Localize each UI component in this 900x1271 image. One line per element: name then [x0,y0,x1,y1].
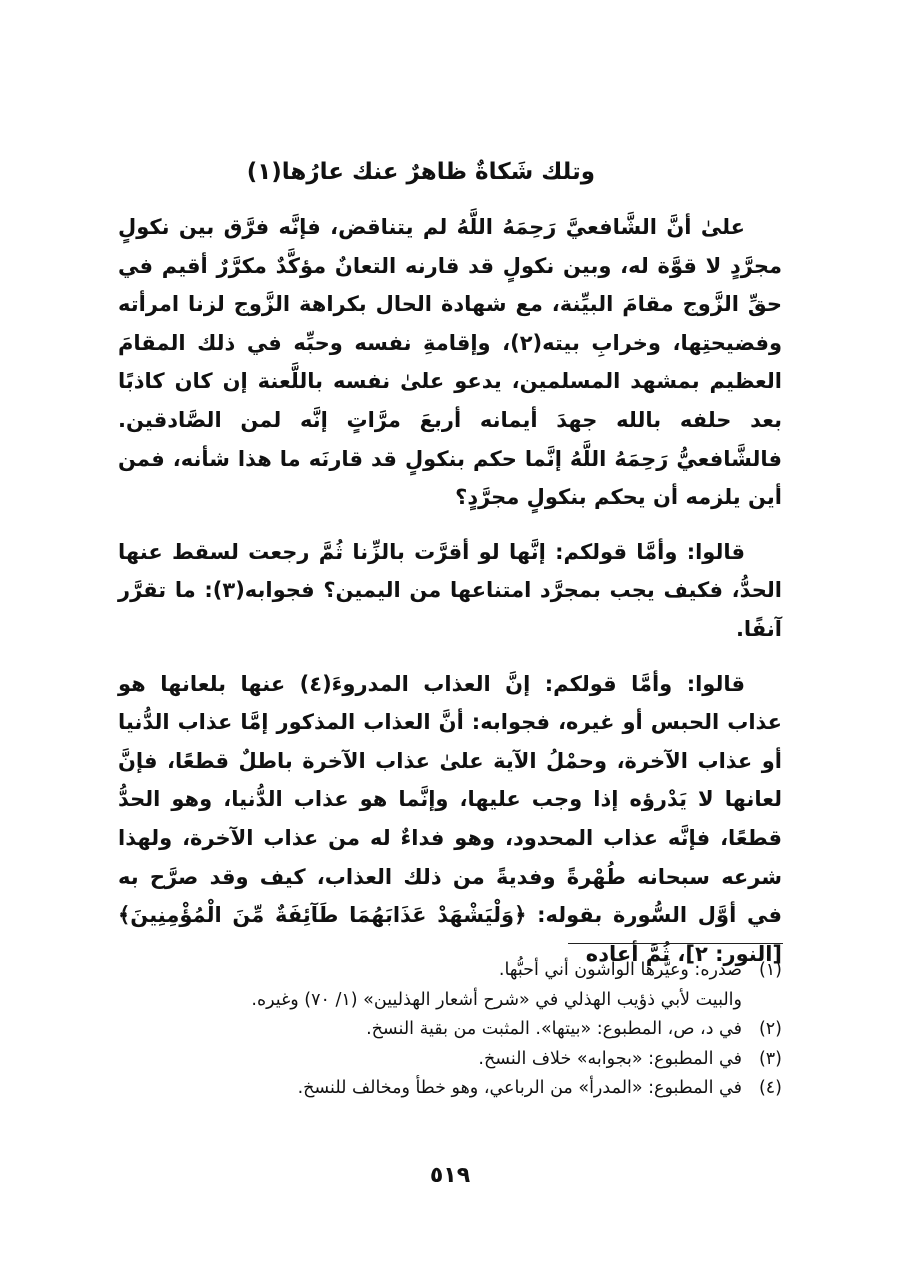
footnote-text: صدره: وعيَّرها الواشون أني أحبُّها. [498,960,742,980]
footnote-item [118,1045,782,1075]
footnote-item [118,1015,782,1045]
paragraph-1: علىٰ أنَّ الشَّافعيَّ رَحِمَهُ اللَّهُ لم يتناقض، فإنَّه فرَّق بين نكولٍ مجرَّدٍ لا قوَّة له، وبين نكولٍ قد قارنه التعانٌ مؤكَّدٌ مكرَّرٌ أقيم في حقِّ الزَّوج مقامَ البيِّنة، مع شهادة الحال بكراهة الزَّوج لزنا امرأته وفضيحتِها، وخرابِ بيته(٢)، وإقامةِ نفسه وحبِّه في ذلك المقامَ العظيم بمشهد المسلمين، يدعو علىٰ نفسه باللَّعنة إن كان كاذبًا بعد حلفه بالله جهدَ أيمانه أربعَ مرَّاتٍ إنَّه لمن الصَّادقين. فالشَّافعيُّ رَحِمَهُ اللَّهُ إنَّما حكم بنكولٍ قد قارنَه ما هذا شأنه، فمن أين يلزمه أن يحكم بنكولٍ مجرَّدٍ؟ [118,215,782,510]
footnote-text: في المطبوع: «بجوابه» خلاف النسخ. [478,1048,742,1069]
footnote-number: (٣) [758,1048,782,1069]
footnote-text: في د، ص، المطبوع: «بيتها». المثبت من بقية النسخ. [366,1019,742,1039]
footnotes [118,956,782,1104]
footnote-text: في المطبوع: «المدرأ» من الرباعي، وهو خطأ ومخالف للنسخ. [297,1078,742,1098]
poetry-verse: وتلك شَكاةٌ ظاهرٌ عنك عارُها(١) [246,159,595,185]
paragraph-2: قالوا: وأمَّا قولكم: إنَّها لو أقرَّت بالزِّنا ثُمَّ رجعت لسقط عنها الحدُّ، فكيف يجب بمجرَّد امتناعها من اليمين؟ فجوابه(٣): ما تقرَّر آنفًا. [118,539,782,641]
footnote-item [118,956,782,986]
paragraph-3: قالوا: وأمَّا قولكم: إنَّ العذاب المدروءَ(٤) عنها بلعانها هو عذاب الحبس أو غيره، فجوابه: أنَّ العذاب المذكور إمَّا عذاب الدُّنيا أو عذاب الآخرة، وحمْلُ الآية علىٰ عذاب الآخرة باطلٌ قطعًا، فإنَّ لعانها لا يَدْرؤه إذا وجب عليها، وإنَّما هو عذاب الدُّنيا، وهو الحدُّ قطعًا، فإنَّه عذاب المحدود، وهو فداءٌ له من عذاب الآخرة، ولهذا شرعه سبحانه طُهْرةً وفديةً من ذلك العذاب، كيف وقد صرَّح به في أوَّل السُّورة بقوله: ﴿وَلْيَشْهَدْ عَذَابَهُمَا طَآئِفَةٌ مِّنَ الْمُؤْمِنِينَ﴾ [النور: ٢]، ثُمَّ أعاده [118,671,782,966]
page-number: ٥١٩ [429,1163,471,1188]
footnote-number: (٢) [758,1019,782,1039]
footnote-text: والبيت لأبي ذؤيب الهذلي في «شرح أشعار الهذليين» (١/ ٧٠) وغيره. [251,989,742,1010]
footnote-item [118,986,782,1016]
footnote-divider [568,943,783,944]
footnote-number: (٤) [758,1078,782,1098]
main-text [118,208,782,973]
footnote-number: (١) [758,960,782,980]
footnote-item [118,1074,782,1104]
